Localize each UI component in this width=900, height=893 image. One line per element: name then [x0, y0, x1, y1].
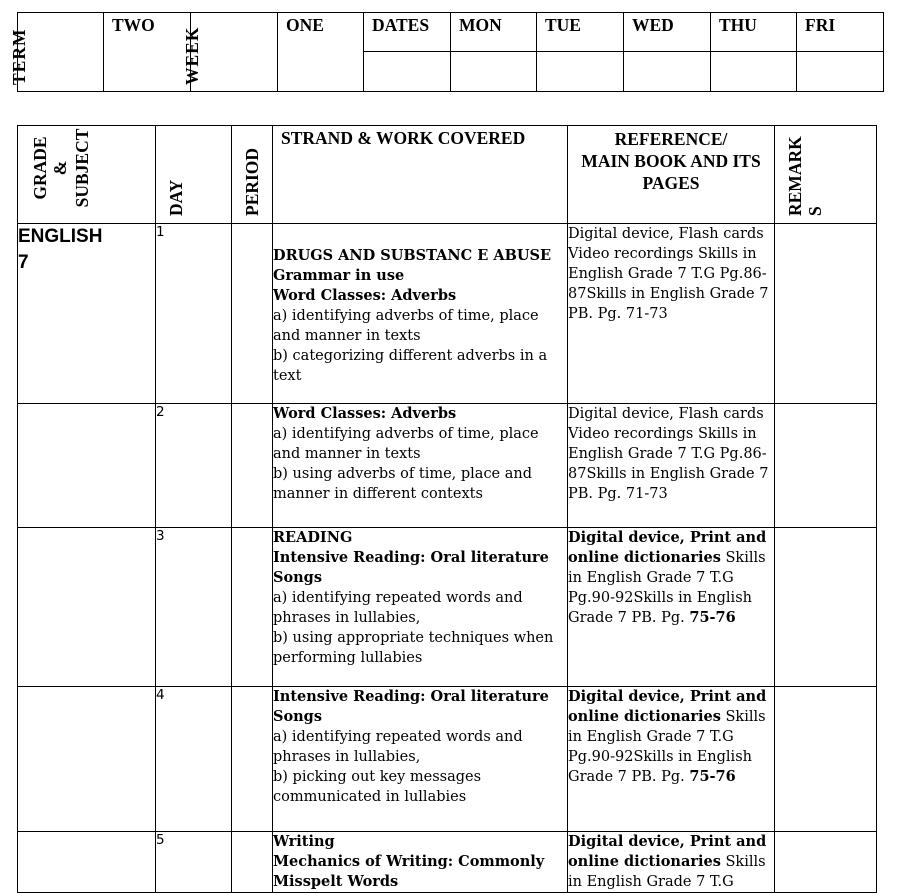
reference-cell	[568, 404, 775, 528]
date-tue	[537, 52, 624, 92]
table-row	[18, 687, 877, 832]
reference-bold-text: Digital device, Print and online dictionaries	[568, 529, 767, 566]
dates-value	[364, 52, 451, 92]
remarks-cell	[775, 528, 877, 687]
remarks-header	[775, 126, 877, 224]
term-value: TWO	[104, 13, 191, 92]
remarks-cell	[775, 404, 877, 528]
ampersand-header-line: &	[50, 160, 70, 176]
day-mon: MON	[451, 13, 537, 52]
reference-text: Skills in English Grade 7 T.G	[568, 854, 766, 890]
reference-header-line2: MAIN BOOK AND ITS	[581, 151, 761, 171]
strand-line: b) using appropriate techniques when performing lullabies	[273, 630, 554, 666]
grade-subject-cell	[18, 528, 156, 687]
strand-line: Songs	[273, 708, 322, 725]
day-header	[156, 126, 232, 224]
strand-line: b) using adverbs of time, place and manner in different contexts	[273, 466, 533, 502]
grade-subject-line2: 7	[18, 252, 29, 273]
reference-tail-bold: 75-76	[689, 768, 736, 785]
date-fri	[797, 52, 884, 92]
reference-bold-text: Digital device, Print and online dictionaries	[568, 688, 767, 725]
strand-line: Intensive Reading: Oral literature	[273, 549, 549, 566]
term-label: TERM	[9, 28, 29, 85]
period-header-label: PERIOD	[242, 147, 262, 216]
strand-line: Grammar in use	[273, 267, 405, 284]
day-wed: WED	[624, 13, 711, 52]
strand-line: Intensive Reading: Oral literature	[273, 688, 549, 705]
period-cell	[232, 224, 273, 404]
day-thu: THU	[711, 13, 797, 52]
reference-header-line1: REFERENCE/	[614, 129, 728, 149]
strand-line: Mechanics of Writing: Commonly Misspelt Words	[273, 853, 545, 890]
dates-label: DATES	[364, 13, 451, 52]
table-row	[18, 528, 877, 687]
grade-subject-header	[18, 126, 156, 224]
strand-line: READING	[273, 529, 353, 546]
table-row	[18, 404, 877, 528]
date-wed	[624, 52, 711, 92]
reference-header	[568, 126, 775, 224]
reference-text: Digital device, Flash cards Video recordings Skills in English Grade 7 T.G Pg.86-87Skills in English Grade 7 PB. Pg. 71-73	[568, 406, 769, 502]
reference-cell	[568, 224, 775, 404]
day-number: 2	[156, 404, 232, 528]
reference-cell	[568, 687, 775, 832]
day-number: 3	[156, 528, 232, 687]
strand-line: Word Classes: Adverbs	[273, 287, 457, 304]
strand-line: b) picking out key messages communicated in lullabies	[273, 769, 482, 805]
strand-cell	[273, 224, 568, 404]
day-tue: TUE	[537, 13, 624, 52]
date-mon	[451, 52, 537, 92]
strand-line: a) identifying adverbs of time, place and manner in texts	[273, 308, 539, 344]
strand-header	[273, 126, 568, 224]
reference-text: Digital device, Flash cards Video recordings Skills in English Grade 7 T.G Pg.86-87Skills in English Grade 7 PB. Pg. 71-73	[568, 226, 769, 322]
strand-line: Songs	[273, 569, 322, 586]
day-number: 5	[156, 832, 232, 893]
reference-tail-bold: 75-76	[689, 609, 736, 626]
remarks-cell	[775, 224, 877, 404]
strand-cell	[273, 528, 568, 687]
strand-header-label: STRAND & WORK COVERED	[281, 128, 526, 148]
grade-subject-cell	[18, 832, 156, 893]
term-label-cell	[9, 13, 104, 92]
week-value: ONE	[278, 13, 364, 92]
period-cell	[232, 528, 273, 687]
header-table	[9, 12, 884, 92]
day-fri: FRI	[797, 13, 884, 52]
remarks-header-line1: REMARK	[785, 136, 805, 216]
strand-line: b) categorizing different adverbs in a text	[273, 348, 548, 384]
strand-cell	[273, 832, 568, 893]
scheme-of-work-table	[17, 125, 877, 893]
strand-line: Writing	[273, 833, 335, 850]
remarks-cell	[775, 687, 877, 832]
day-number: 4	[156, 687, 232, 832]
grade-subject-line1: ENGLISH	[18, 226, 103, 247]
remarks-header-line2: S	[805, 206, 825, 216]
table-row	[18, 832, 877, 893]
grade-subject-cell	[18, 404, 156, 528]
strand-line: Word Classes: Adverbs	[273, 405, 457, 422]
period-cell	[232, 832, 273, 893]
table-row	[18, 224, 877, 404]
strand-line: DRUGS AND SUBSTANC E ABUSE	[273, 247, 552, 264]
strand-line: a) identifying repeated words and phrases in lullabies,	[273, 590, 523, 626]
remarks-cell	[775, 832, 877, 893]
period-cell	[232, 687, 273, 832]
reference-cell	[568, 832, 775, 893]
strand-line: a) identifying adverbs of time, place and manner in texts	[273, 426, 539, 462]
grade-subject-cell	[18, 687, 156, 832]
reference-cell	[568, 528, 775, 687]
week-label-cell	[182, 13, 278, 92]
strand-cell	[273, 687, 568, 832]
reference-header-line3: PAGES	[642, 173, 700, 193]
strand-cell	[273, 404, 568, 528]
reference-text: Skills in English Grade 7 T.G Pg.90-92Skills in English Grade 7 PB. Pg.	[568, 550, 766, 626]
reference-text: Skills in English Grade 7 T.G Pg.90-92Skills in English Grade 7 PB. Pg.	[568, 709, 766, 785]
subject-header-line: SUBJECT	[72, 128, 92, 208]
date-thu	[711, 52, 797, 92]
strand-line: a) identifying repeated words and phrases in lullabies,	[273, 729, 523, 765]
grade-subject-cell	[18, 224, 156, 404]
period-header	[232, 126, 273, 224]
period-cell	[232, 404, 273, 528]
week-label: WEEK	[182, 26, 202, 85]
day-number: 1	[156, 224, 232, 404]
grade-header-line: GRADE	[30, 136, 50, 200]
day-header-label: DAY	[166, 179, 186, 216]
reference-bold-text: Digital device, Print and online dictionaries	[568, 833, 767, 870]
